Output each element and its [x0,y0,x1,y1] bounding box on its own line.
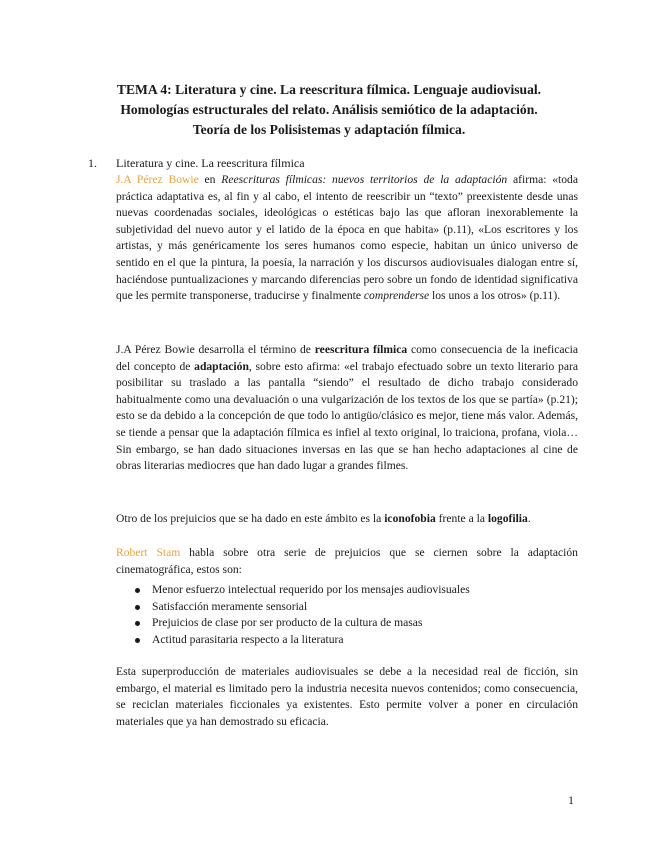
text-run: frente a la [435,512,488,525]
title-line-1: TEMA 4: Literatura y cine. La reescritura fílmica. Lenguaje audiovisual. [116,82,542,97]
work-title: Reescrituras fílmicas: nuevos territorios de la adaptación [221,173,508,186]
text-run: Esta superproducción de materiales audiovisuales se debe a la necesidad real de ficción, sin embargo, el material es limitado pero la industria necesita nuevos contenidos; como consecuencia, se reciclan materiales ficcionales ya existentes. Esto permite volver a poner en circulación materiales que ya han demostrado su eficacia. [116,665,578,728]
author-name: Robert Stam [116,546,181,559]
text-run: en [198,173,222,186]
author-name: J.A Pérez Bowie [116,173,199,186]
title-line-3: Teoría de los Polisistemas y adaptación fílmica. [192,122,466,137]
paragraph-reescritura [116,342,578,475]
title-line-2: Homologías estructurales del relato. Análisis semiótico de la adaptación. [120,102,538,117]
document-title [80,80,578,140]
text-run: J.A Pérez Bowie desarrolla el término de [116,343,315,356]
text-run: los unos a los otros» (p.11). [429,289,561,303]
paragraph-superproduccion [116,664,578,730]
text-run: afirma: «toda práctica adaptativa es, al fin y al cabo, el intento de reescribir un “texto” preexistente desde unas nuevas coordenadas sociales, ideológicas o estéticas bajo las que afloran inexorablemente la subjetividad del nuevo autor y el latido de la época en que habita» (p.11), «Los escritores y los artistas, y más genéricamente los seres humanos como especie, habitan un único universo de sentido en el que la pintura, la poesía, la narración y los discursos audiovisuales dialogan entre sí, haciéndose puntualizaciones y marcando diferencias pero sobre un fondo de identidad significativa que les permite transponerse, traducirse y finalmente [116,173,578,303]
paragraph-robert-stam [116,545,578,578]
term-bold: iconofobia [384,512,436,525]
emphasis: comprenderse [363,289,430,303]
list-item: Actitud parasitaria respecto a la literatura [116,632,470,649]
section-number: 1. [88,156,97,170]
text-run: como consecuencia de la ineficacia del concepto de [116,343,578,373]
list-item: Prejuicios de clase por ser producto de la cultura de masas [116,615,470,632]
paragraph-iconofobia [116,511,578,528]
text-run: Otro de los prejuicios que se ha dado en este ámbito es la [116,512,385,525]
term-bold: logofilia [487,512,528,525]
section-title: Literatura y cine. La reescritura fílmica [116,156,305,170]
text-run: , sobre esto afirma: «el trabajo efectuado sobre un texto literario para posibilitar su traslado a las pantalla “siendo” el resultado de dicho trabajo considerado habitualmente como una devaluación o una vulgarización de los textos de los que se partía» (p.21); esto se da debido a la concepción de que todo lo antigüo/clásico es mejor, tiene más valor. Además, se tiende a pensar que la adaptación fílmica es infiel al texto original, lo traiciona, profana, viola… Sin embargo, se han dado situaciones inversas en las que se han hecho adaptaciones al cine de obras literarias mediocres que han dado lugar a grandes filmes. [116,359,578,473]
term-bold: adaptación [194,359,249,373]
page-number: 1 [568,793,574,807]
list-item: Satisfacción meramente sensorial [116,599,470,616]
text-run: . [527,512,531,525]
text-run: habla sobre otra serie de prejuicios que se ciernen sobre la adaptación cinematográfica, estos son: [116,546,578,576]
term-bold: reescritura fílmica [314,343,408,356]
prejudice-list [116,582,470,648]
paragraph-perez-bowie-quote [116,172,578,305]
list-item: Menor esfuerzo intelectual requerido por los mensajes audiovisuales [116,582,470,599]
